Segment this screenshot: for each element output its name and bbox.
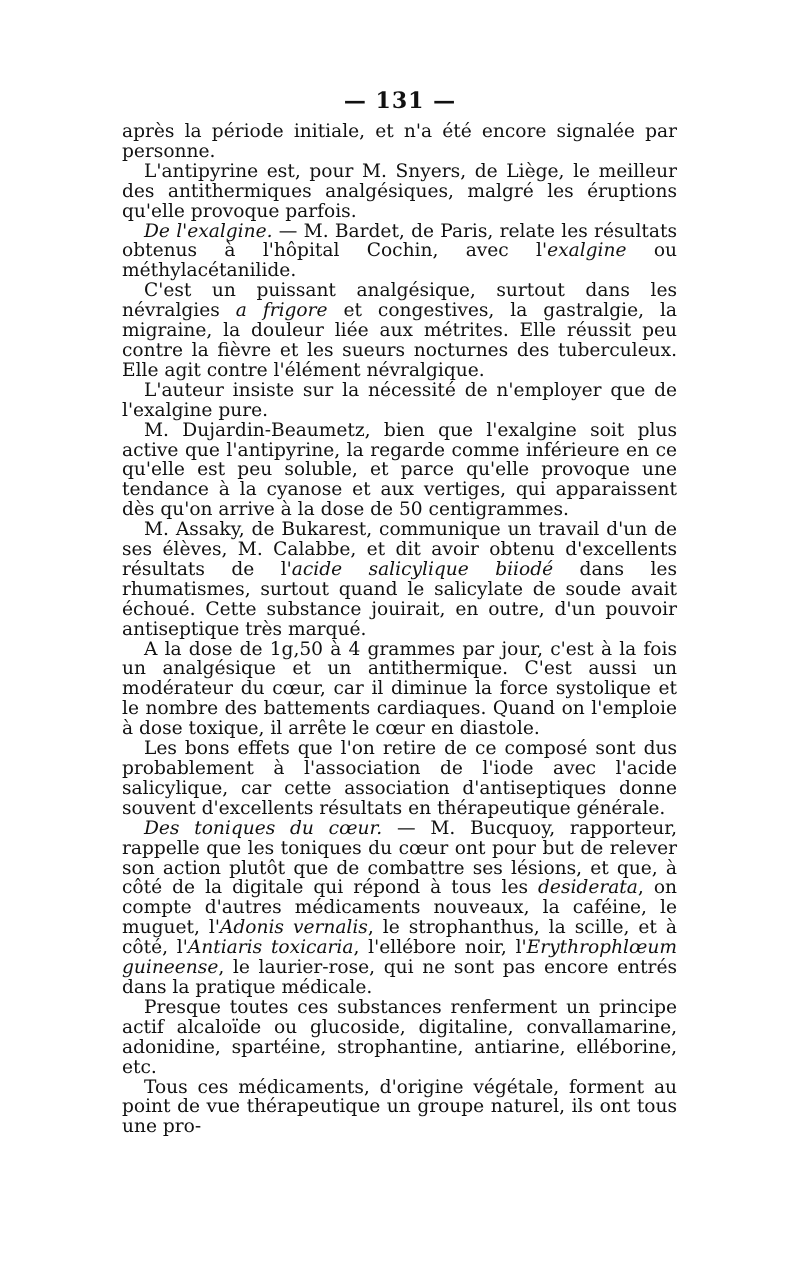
paragraph (122, 998, 677, 1078)
italic-text: Adonis vernalis (219, 917, 368, 939)
text-run: , le strophanthus, la scille, et à côté, l' (122, 917, 678, 959)
text-run: L'auteur insiste sur la nécessité de n'employer que de l'exalgine pure. (122, 379, 677, 421)
italic-text: Des toniques du cœur. (144, 817, 383, 839)
text-run: — M. Bardet, de Paris, relate les résultats obtenus à l'hôpital Cochin, avec l' (122, 220, 677, 262)
text-run: , l'ellébore noir, l' (353, 937, 527, 959)
italic-text: De l'exalgine. (144, 220, 273, 242)
paragraph (122, 819, 677, 998)
body-text (122, 122, 677, 1137)
text-run: Presque toutes ces substances renferment un principe actif alcaloïde ou glucoside, digitaline, convallamarine, adonidine, spartéine, strophantine, antiarine, elléborine, etc. (122, 996, 677, 1078)
italic-text: desiderata (538, 877, 638, 899)
text-run: , on compte d'autres médicaments nouveaux, la caféine, le muguet, l' (122, 877, 677, 939)
text-run: Les bons effets que l'on retire de ce composé sont dus probablement à l'association de l'iode avec l'acide salicylique, car cette association d'antiseptiques donne souvent d'excellents résultats en thérapeutique générale. (122, 738, 677, 819)
italic-text: acide salicylique biiodé (291, 558, 554, 580)
text-run: Tous ces médicaments, d'origine végétale, forment au point de vue thérapeutique un groupe naturel, ils ont tous une pro- (122, 1076, 677, 1138)
page-number: — 131 — (343, 88, 457, 114)
paragraph (122, 222, 677, 282)
text-run: M. Dujardin-Beaumetz, bien que l'exalgine soit plus active que l'antipyrine, la regarde comme inférieure en ce qu'elle est peu soluble, et parce qu'elle provoque une tendance à la cyanose et aux vertiges, qui apparaissent dès qu'on arrive à la dose de 50 centigrammes. (122, 419, 677, 521)
paragraph (122, 162, 677, 222)
paragraph (122, 421, 677, 521)
text-run: M. Assaky, de Bukarest, communique un travail d'un de ses élèves, M. Calabbe, et dit avoir obtenu d'excellents résultats de l' (122, 519, 677, 580)
paragraph (122, 381, 677, 421)
text-run: , le laurier-rose, qui ne sont pas encore entrés dans la pratique médicale. (122, 957, 677, 998)
text-run: dans les rhumatismes, surtout quand le salicylate de soude avait échoué. Cette substance jouirait, en outre, d'un pouvoir antiseptique très marqué. (122, 558, 677, 640)
paragraph (122, 1078, 677, 1138)
text-run: A la dose de 1g,50 à 4 grammes par jour, c'est à la fois un analgésique et un antithermique. C'est aussi un modérateur du cœur, car il diminue la force systolique et le nombre des battements cardiaques. Quand on l'emploie à dose toxique, il arrête le cœur en diastole. (122, 638, 677, 740)
text-run: C'est un puissant analgésique, surtout dans les névralgies (122, 280, 677, 322)
italic-text: a frigore (235, 300, 328, 322)
paragraph (122, 281, 677, 381)
text-run: après la période initiale, et n'a été encore signalée par personne. (122, 121, 677, 162)
italic-text: Erythrophlœum guineense (122, 937, 677, 979)
text-run: et congestives, la gastralgie, la migraine, la douleur liée aux métrites. Elle réussit peu contre la fièvre et les sueurs nocturnes des tuberculeux. Elle agit contre l'élément névralgique. (122, 300, 677, 381)
text-run: L'antipyrine est, pour M. Snyers, de Liège, le meilleur des antithermiques analgésiques, malgré les éruptions qu'elle provoque parfois. (122, 160, 677, 222)
italic-text: exalgine (547, 240, 627, 262)
italic-text: Antiaris toxicaria (187, 937, 354, 959)
paragraph (122, 122, 677, 162)
paragraph (122, 640, 677, 740)
text-run: — M. Bucquoy, rapporteur, rappelle que les toniques du cœur ont pour but de relever son action plutôt que de combattre ses lésions, et que, à côté de la digitale qui répond à tous les (122, 817, 677, 899)
paragraph (122, 520, 677, 639)
paragraph (122, 739, 677, 819)
text-run: ou méthylacétanilide. (122, 240, 677, 282)
